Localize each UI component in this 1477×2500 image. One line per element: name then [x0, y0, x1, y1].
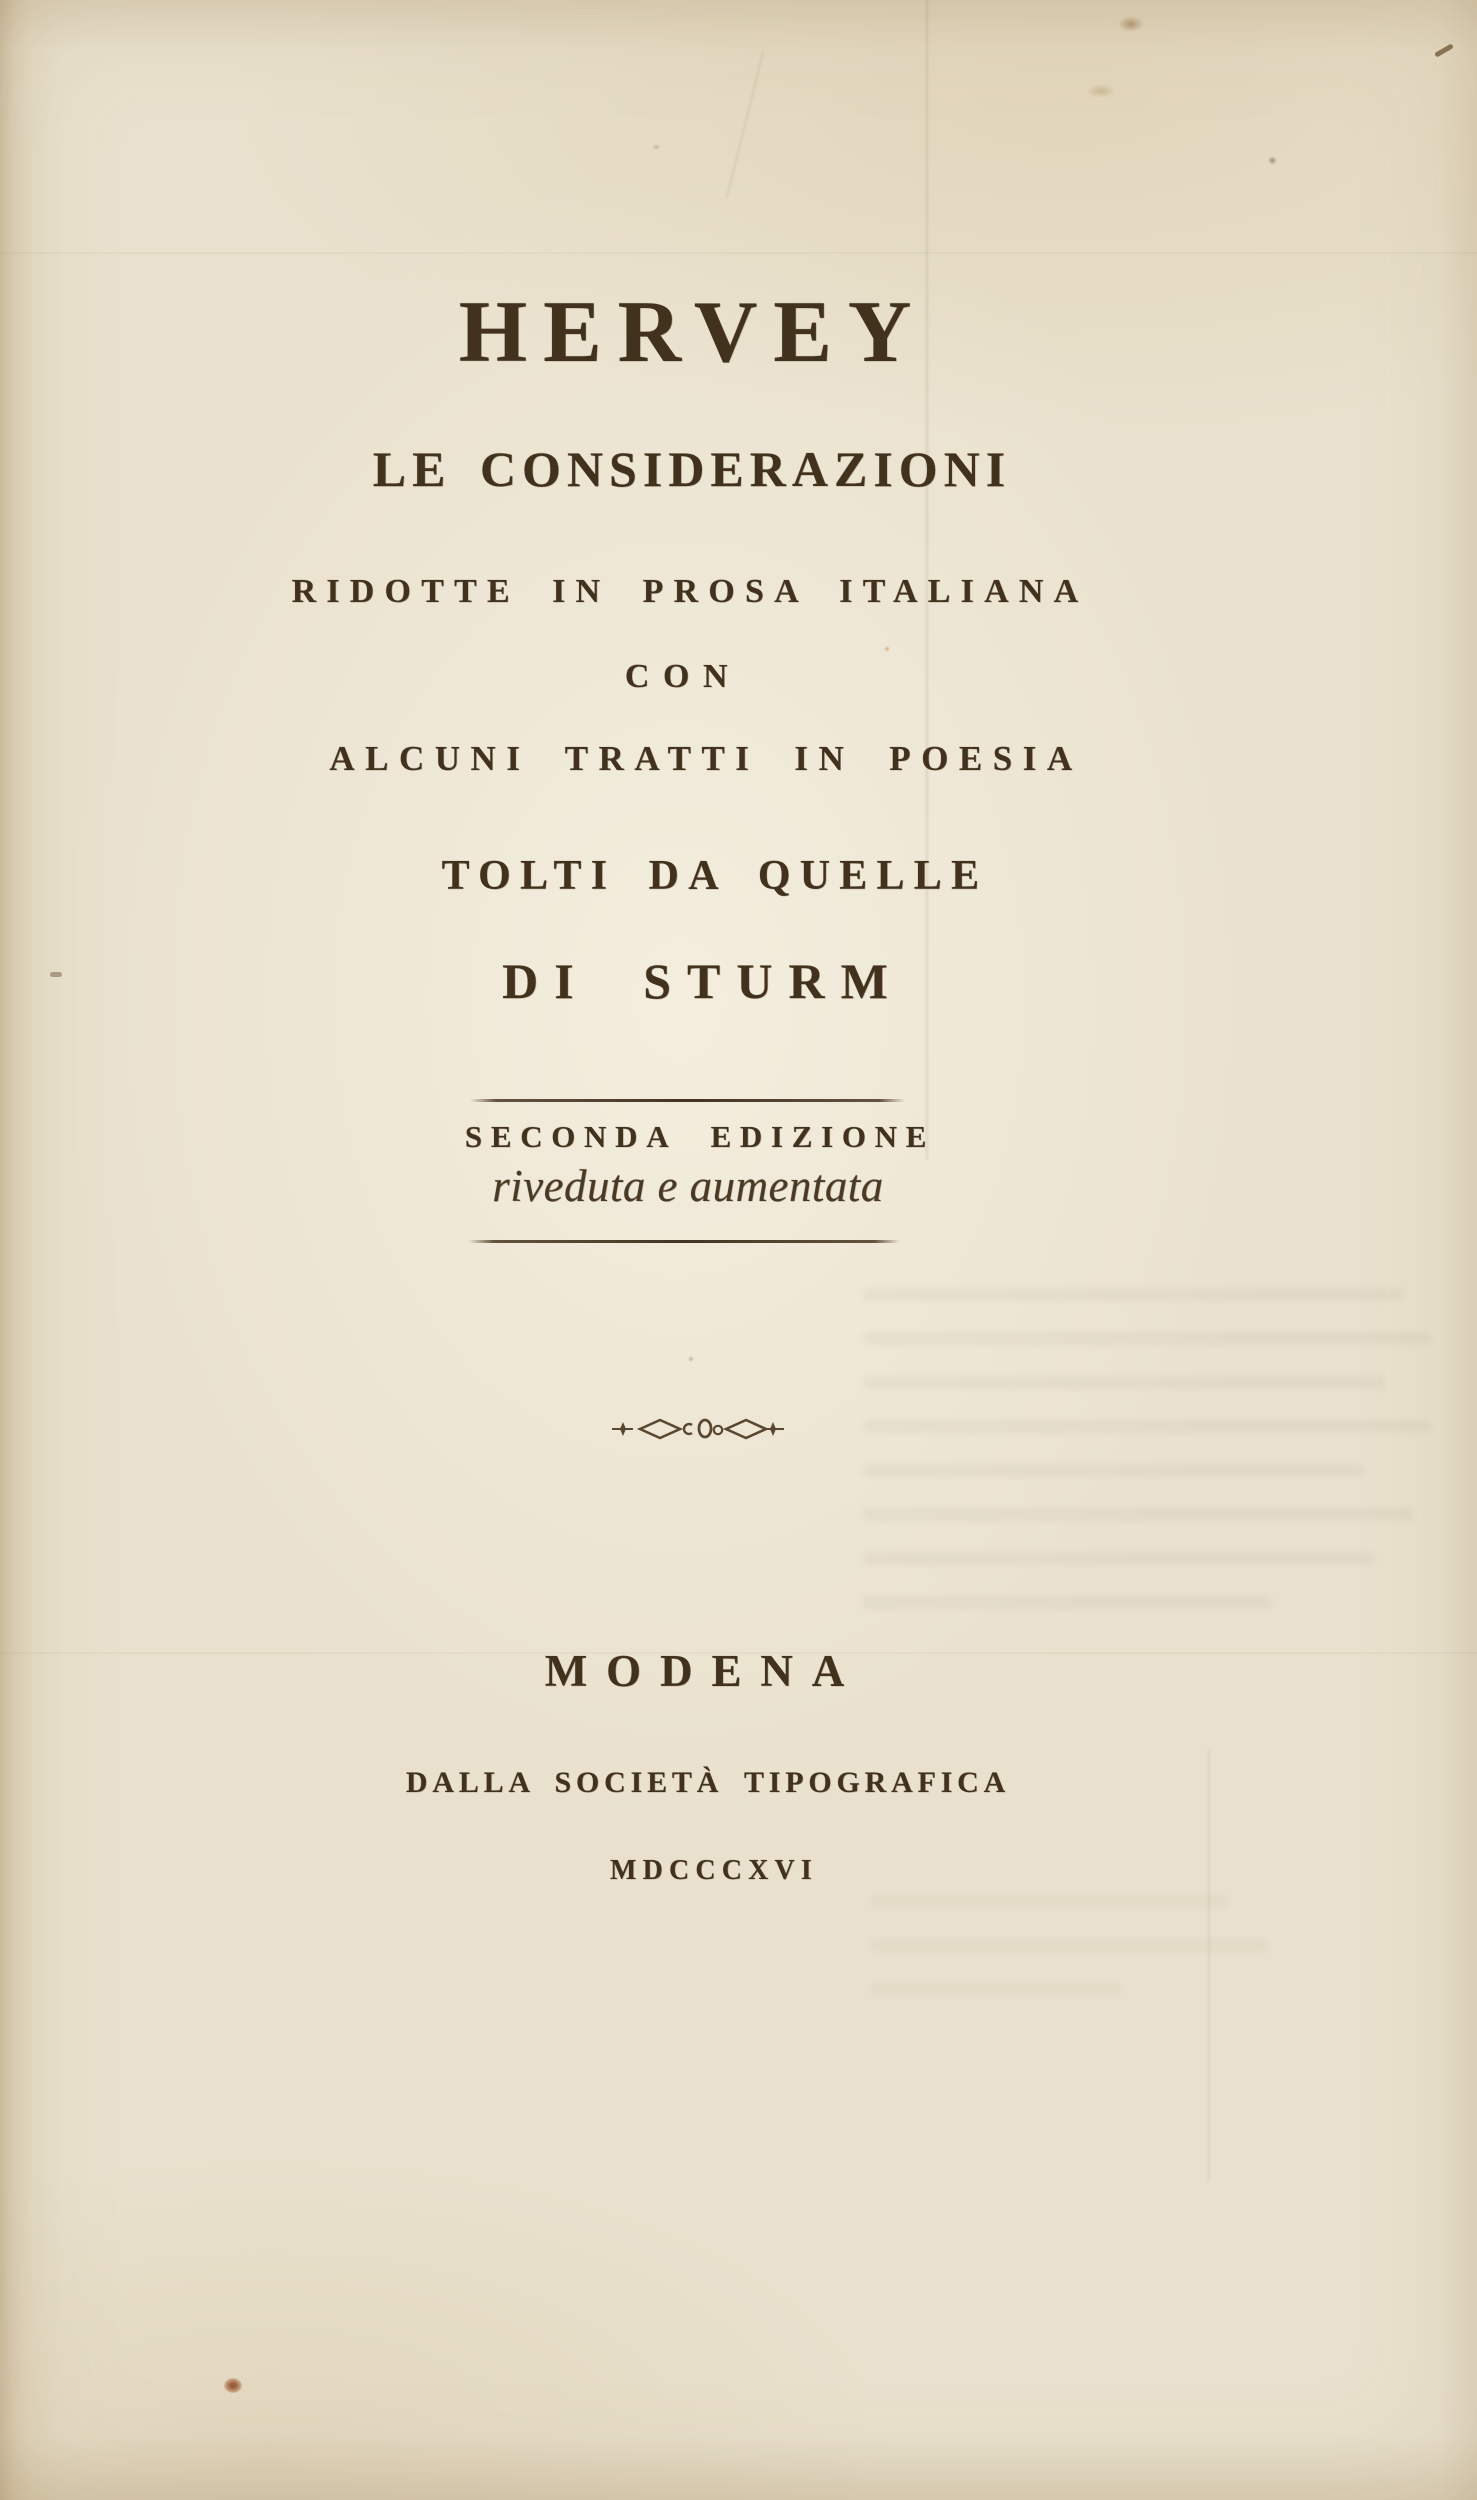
foxing-spot: [1268, 156, 1277, 165]
title-work: LE CONSIDERAZIONI: [372, 441, 1012, 497]
title-subtitle-tolti: TOLTI DA QUELLE: [441, 853, 989, 899]
title-subtitle-poesia: ALCUNI TRATTI IN POESIA: [329, 739, 1083, 778]
title-subtitle-prosa: RIDOTTE IN PROSA ITALIANA: [291, 573, 1089, 610]
title-author: HERVEY: [458, 284, 928, 381]
show-through-text: [870, 1895, 1290, 2027]
title-subtitle-sturm: DI STURM: [502, 953, 904, 1009]
foxing-spot: [50, 972, 62, 977]
foxing-spot: [1086, 84, 1116, 98]
foxing-spot: [688, 1356, 694, 1362]
edition-rule-bottom: [468, 1240, 900, 1243]
edition-note: riveduta e aumentata: [492, 1161, 884, 1211]
foxing-spot: [884, 646, 890, 652]
title-conjunction: CON: [624, 658, 742, 695]
fleuron-ornament: [612, 1416, 784, 1442]
foxing-spot: [652, 144, 661, 150]
imprint-publisher: DALLA SOCIETÀ TIPOGRAFICA: [405, 1766, 1011, 1799]
edition-label: SECONDA EDIZIONE: [464, 1119, 936, 1154]
paper-chain-line: [0, 252, 1477, 254]
imprint-year: MDCCCXVI: [610, 1855, 818, 1886]
foxing-spot: [224, 2378, 242, 2393]
imprint-city: MODENA: [544, 1646, 864, 1696]
foxing-spot: [1118, 16, 1144, 32]
foxing-spot: [1434, 43, 1454, 57]
paper-crease: [726, 52, 764, 198]
edition-rule-top: [470, 1099, 905, 1102]
show-through-text: [862, 1288, 1432, 1640]
